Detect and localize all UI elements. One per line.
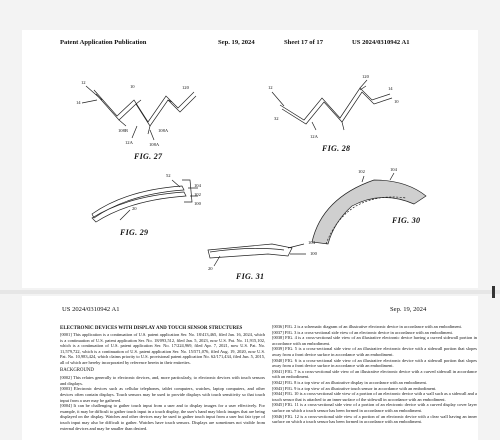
ref-label: 14: [76, 100, 81, 105]
paragraph: [0045] FIG. 11 is a cross-sectional side view of a portion of an electronic device with a curved display cover layer surface on which a touch sensor has been formed in accordance with an embodiment.: [272, 402, 477, 413]
paragraph: [0039] FIG. 5 is a cross-sectional side view of an illustrative electronic device with a sidewall portion that slopes away from a front device surface in accordance with an embodiment.: [272, 346, 477, 357]
paragraph: [0002] This relates generally to electronic devices, and, more particularly, to electronic devices with touch sensors and displays.: [60, 375, 265, 386]
publication-label: Patent Application Publication: [60, 39, 147, 46]
document-title: ELECTRONIC DEVICES WITH DISPLAY AND TOUCH SENSOR STRUCTURES: [60, 326, 243, 331]
figure-27-caption: FIG. 27: [134, 152, 163, 161]
ref-label: 12: [268, 85, 273, 90]
ref-label: 100: [310, 251, 317, 256]
left-column: [60, 326, 265, 431]
paragraph: [0037] FIG. 3 is a cross-sectional side view of an electronic device in accordance with an embodiment.: [272, 329, 453, 335]
paragraph: [0038] FIG. 4 is a cross-sectional side view of an illustrative electronic device having a curved sidewall portion in accordance with an embodiment.: [272, 335, 477, 346]
ref-label: 52: [166, 173, 171, 178]
ref-label: 10: [394, 99, 399, 104]
ref-label: 12A: [125, 140, 133, 145]
paragraph: [0043] FIG. 9 is a top view of an illustrative touch sensor in accordance with an embodiment.: [272, 385, 437, 391]
patent-figures-drawing: [22, 30, 478, 288]
ref-label: 14: [388, 86, 393, 91]
ref-label: 104: [308, 240, 315, 245]
section-heading: BACKGROUND: [60, 367, 94, 373]
paragraph: [0041] FIG. 7 is a cross-sectional side view of an illustrative electronic device with a curved sidewall in accordance with an embodiment.: [272, 368, 477, 380]
specification-page: [22, 296, 478, 440]
ref-label: 100: [194, 201, 201, 206]
paragraph: [0044] FIG. 10 is a cross-sectional side view of a portion of an electronic device with a wall such as a sidewall and a touch sensor that is attached to an inner surface of the sidewall in accordance with an embodiment.: [272, 391, 477, 402]
paragraph: [0001] This application is a continuation of U.S. patent application Ser. No. 18/413,465, filed Jan. 16, 2024, which is a continuation of U.S. patent application Ser. No. 18/093,512, filed Jan. 5, 2023, now U.S. Pat. No. 11,915,102, which is a continuation of U.S. patent application Ser. No. 17/224,969, filed Apr. 7, 2021, now U.S. Pat. No. 11,579,722, which is a continuation of U.S. patent application Ser. No. 15/571,076, filed Aug. 19, 2020, now U.S. Pat. No. 10,983,424, which claims priority to U.S. provisional patent application No. 62/171,434, filed Jun. 5, 2015, all of which are hereby incorporated by reference herein in their entireties.: [60, 332, 265, 365]
scroll-indicator[interactable]: [492, 286, 495, 298]
page2-publication-date: Sep. 19, 2024: [390, 306, 427, 313]
ref-label: 120: [182, 85, 189, 90]
figure-30-caption: FIG. 30: [392, 216, 421, 225]
ref-label: 108A: [149, 142, 160, 147]
ref-label: 12A: [310, 134, 318, 139]
figure-29-caption: FIG. 29: [120, 228, 149, 237]
publication-number: US 2024/0310942 A1: [352, 39, 410, 46]
drawing-sheet: [22, 30, 478, 288]
paragraph: [0042] FIG. 8 is a top view of an illustrative display in accordance with an embodiment.: [272, 379, 427, 385]
ref-label: 10: [130, 84, 135, 89]
figure-28-caption: FIG. 28: [322, 144, 351, 153]
publication-date: Sep. 19, 2024: [218, 39, 255, 46]
ref-label: 104: [194, 183, 201, 188]
ref-label: 104: [390, 167, 397, 172]
ref-label: 108A: [158, 128, 169, 133]
ref-label: 32: [274, 116, 279, 121]
ref-label: 120: [362, 74, 369, 79]
paragraph: [0036] FIG. 2 is a schematic diagram of an illustrative electronic device in accordance with an embodiment.: [272, 324, 462, 329]
paragraph: [0040] FIG. 6 is a cross-sectional side view of an illustrative electronic device with a sidewall portion that slopes away from a front device surface in accordance with an embodiment.: [272, 357, 477, 369]
paragraph: [0003] Electronic devices such as cellular telephones, tablet computers, watches, laptop computers, and other devices often contain displays. Touch sensors may be used to provide displays with touch sensitivity so that touch input from a user may be gathered.: [60, 386, 265, 403]
ref-label: 12: [81, 80, 86, 85]
paragraph: [0004] It can be challenging to gather touch input from a user and to display images for a user effectively. For example, it may be difficult to gather touch input in a touch display, the user's hand may block images that are being displayed on the display. Watches and other devices may be used to gather touch input from a user but fair type of touch input may also be difficult to gather. Watches have touch sensors. Displays are sometimes not visible from external devices and may be smaller than desired.: [60, 403, 265, 431]
ref-label: 20: [132, 206, 137, 211]
figure-31-caption: FIG. 31: [236, 272, 265, 281]
paragraph: [0046] FIG. 12 is a cross-sectional side view of a portion of an electronic device with a clear wall having an inner surface on which a touch sensor has been formed in accordance with an embodiment.: [272, 413, 477, 425]
sheet-number: Sheet 17 of 17: [284, 39, 324, 46]
ref-label: 102: [194, 192, 201, 197]
ref-label: 108B: [118, 128, 128, 133]
page2-publication-number: US 2024/0310942 A1: [62, 306, 120, 313]
ref-label: 102: [358, 169, 365, 174]
right-column: [272, 324, 477, 425]
ref-label: 20: [208, 266, 213, 271]
page-divider: [0, 290, 500, 294]
